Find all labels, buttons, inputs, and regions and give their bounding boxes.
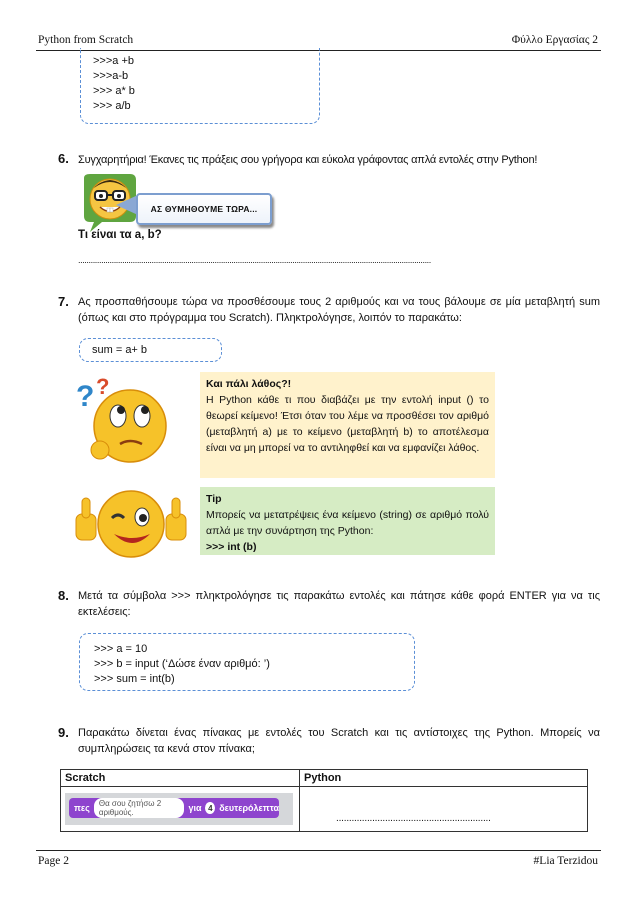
svg-text:?: ?	[96, 374, 110, 399]
footer-author: #Lia Terzidou	[533, 855, 598, 867]
question-7-text: Ας προσπαθήσουμε τώρα να προσθέσουμε τους 2 αριθμούς και να τους βάλουμε σε μία μεταβλητή sum (όπως και στο πρόγραμμα του Scratch). Πληκτρολόγησε, λοιπόν το παρακάτω:	[78, 296, 600, 324]
wink-thumbs-up-emoji-icon	[72, 484, 190, 560]
block-say-label: πες	[74, 803, 90, 813]
code-line: >>> a/b	[93, 100, 131, 112]
block-number-slot: 4	[205, 802, 215, 814]
footer-page-number: Page 2	[38, 855, 69, 867]
svg-text:?: ?	[76, 380, 95, 413]
column-header-python: Python	[300, 770, 588, 787]
question-number-8: 8.	[58, 588, 69, 603]
footer-divider	[36, 850, 601, 851]
scratch-python-table	[60, 769, 588, 832]
tip-text: Μπορείς να μετατρέψεις ένα κείμενο (string) σε αριθμό πολύ απλά με την συνάρτηση της Python:	[206, 509, 489, 537]
question-6-text: Συγχαρητήρια! Έκανες τις πράξεις σου γρήγορα και εύκολα γράφοντας απλά εντολές στην Python!	[78, 154, 538, 166]
python-answer-blank: ............................................................	[336, 812, 491, 824]
python-cell[interactable]	[300, 787, 588, 832]
code-line: sum = a+ b	[92, 344, 148, 356]
block-for-label: για	[188, 803, 202, 813]
code-box-sum	[79, 338, 222, 362]
scratch-say-block	[69, 798, 279, 818]
question-number-7: 7.	[58, 294, 69, 309]
speech-bubble-tail	[116, 195, 138, 215]
tip-title: Tip	[206, 493, 222, 505]
code-box-input	[79, 633, 415, 691]
warning-box	[200, 372, 495, 478]
block-text-slot: Θα σου ζητήσω 2 αριθμούς.	[94, 798, 185, 818]
question-6-prompt: Τι είναι τα a, b?	[78, 229, 162, 241]
column-header-scratch: Scratch	[61, 770, 300, 787]
header-worksheet: Φύλλο Εργασίας 2	[511, 34, 598, 46]
code-line: >>> a* b	[93, 85, 135, 97]
scratch-cell	[61, 787, 300, 832]
thinking-emoji-icon	[72, 372, 172, 468]
warning-text: Η Python κάθε τι που διαβάζει με την εντολή input () το θεωρεί κείμενο! Έτσι όταν του λέμε να προσθέσει τον αριθμό (μεταβλητή a) με το κείμενο (μεταβλητή b) το αποτέλεσμα είναι να μη μπορεί να το αντιληφθεί και να εμφανίζει λάθος.	[206, 394, 489, 454]
code-line: >>>a-b	[93, 70, 129, 82]
warning-title: Και πάλι λάθος?!	[206, 378, 292, 390]
header-title: Python from Scratch	[38, 34, 134, 46]
code-line: >>> b = input (‘Δώσε έναν αριθμό: ’)	[94, 658, 270, 670]
code-box-arithmetic	[80, 48, 320, 124]
question-number-6: 6.	[58, 151, 69, 166]
question-8-text: Μετά τα σύμβολα >>> πληκτρολόγησε τις παρακάτω εντολές και πάτησε κάθε φορά ENTER για να τις εκτελέσεις:	[78, 590, 600, 618]
tip-box	[200, 487, 495, 555]
question-number-9: 9.	[58, 725, 69, 740]
code-line: >>> sum = int(b)	[94, 673, 175, 685]
tip-code: >>> int (b)	[206, 541, 257, 553]
code-line: >>> a = 10	[94, 643, 148, 655]
question-9-text: Παρακάτω δίνεται ένας πίνακας με εντολές του Scratch και τις αντίστοιχες της Python. Μπορείς να συμπληρώσεις τα κενά στον πίνακα;	[78, 727, 600, 755]
block-seconds-label: δευτερόλεπτα	[219, 803, 279, 813]
speech-bubble: ΑΣ ΘΥΜΗΘΟΥΜΕ ΤΩΡΑ...	[136, 193, 272, 225]
scratch-block-area	[65, 793, 293, 825]
answer-line: ........................................................................................................................................................................	[78, 255, 431, 265]
code-line: >>>a +b	[93, 55, 134, 67]
